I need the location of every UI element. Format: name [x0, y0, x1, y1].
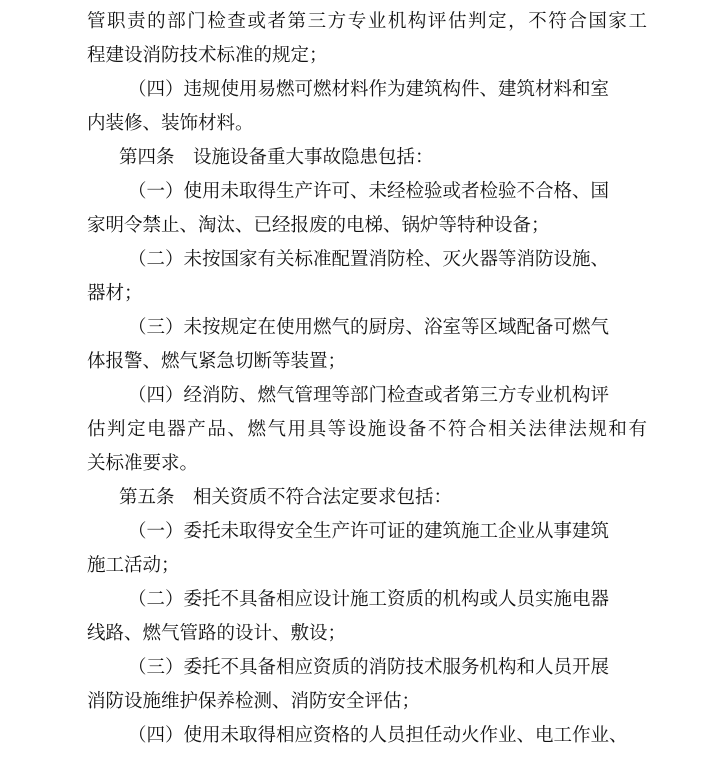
text-line-1: 管职责的部门检查或者第三方专业机构评估判定，不符合国家工 — [87, 11, 647, 32]
text-line-9: 器材； — [87, 283, 143, 304]
text-line-10: （三）未按规定在使用燃气的厨房、浴室等区域配备可燃气 — [128, 317, 610, 338]
text-line-11: 体报警、燃气紧急切断等装置； — [87, 351, 347, 372]
article-heading-5: 第五条 相关资质不符合法定要求包括： — [119, 487, 453, 508]
text-line-4: 内装修、装饰材料。 — [87, 113, 254, 134]
text-line-19: 线路、燃气管路的设计、敷设； — [87, 623, 347, 644]
text-line-3: （四）违规使用易燃可燃材料作为建筑构件、建筑材料和室 — [128, 79, 610, 100]
text-line-13: 估判定电器产品、燃气用具等设施设备不符合相关法律法规和有 — [87, 419, 647, 440]
text-line-22: （四）使用未取得相应资格的人员担任动火作业、电工作业、 — [128, 725, 628, 746]
text-line-12: （四）经消防、燃气管理等部门检查或者第三方专业机构评 — [128, 385, 610, 406]
text-line-8: （二）未按国家有关标准配置消防栓、灭火器等消防设施、 — [128, 249, 610, 270]
text-line-21: 消防设施维护保养检测、消防安全评估； — [87, 691, 421, 712]
text-line-2: 程建设消防技术标准的规定； — [87, 45, 328, 66]
text-line-6: （一）使用未取得生产许可、未经检验或者检验不合格、国 — [128, 181, 610, 202]
text-line-18: （二）委托不具备相应设计施工资质的机构或人员实施电器 — [128, 589, 610, 610]
text-line-7: 家明令禁止、淘汰、已经报废的电梯、锅炉等特种设备； — [87, 215, 550, 236]
text-line-17: 施工活动； — [87, 555, 180, 576]
text-line-14: 关标准要求。 — [87, 453, 199, 474]
text-line-20: （三）委托不具备相应资质的消防技术服务机构和人员开展 — [128, 657, 610, 678]
article-heading-4: 第四条 设施设备重大事故隐患包括： — [119, 147, 434, 168]
text-line-16: （一）委托未取得安全生产许可证的建筑施工企业从事建筑 — [128, 521, 610, 542]
